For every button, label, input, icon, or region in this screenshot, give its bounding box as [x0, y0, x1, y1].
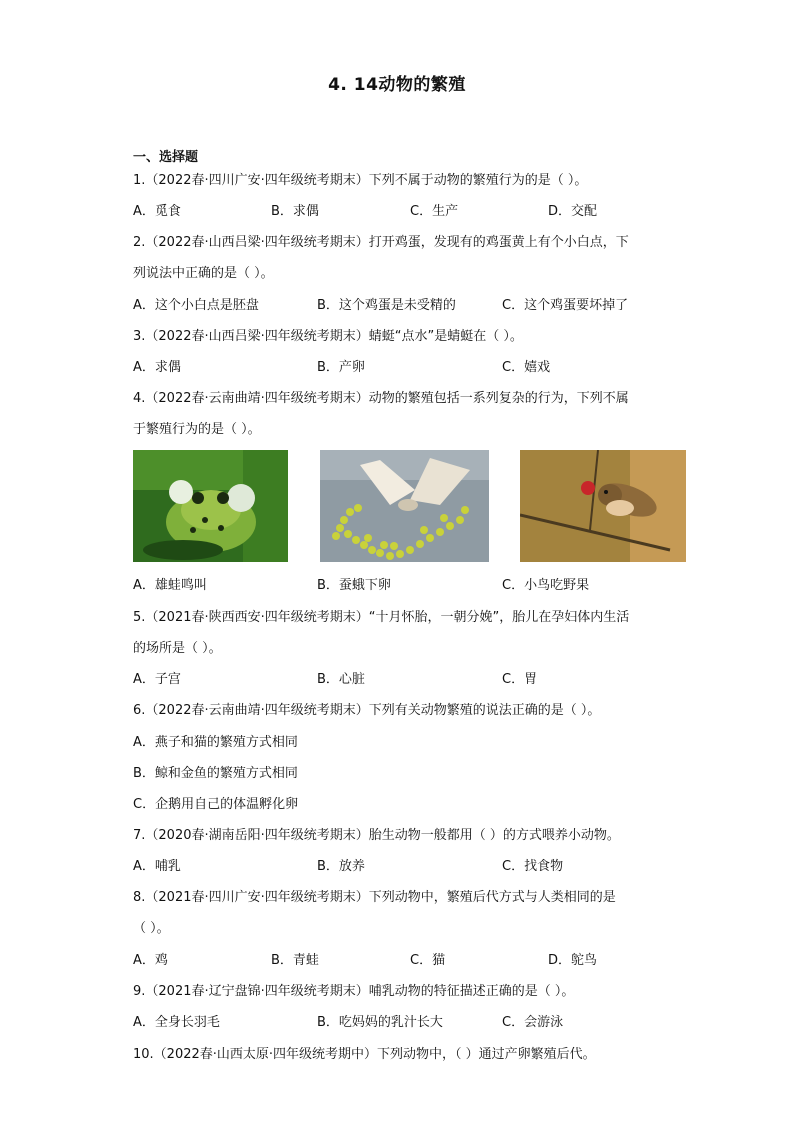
q4-option-b: B．蚕蛾下卵	[317, 578, 391, 593]
q2-option-c: C．这个鸡蛋要坏掉了	[502, 298, 629, 313]
question-2-line-2: 列说法中正确的是（ ）。	[133, 266, 274, 281]
question-7-line-1: 7.（2020春·湖南岳阳·四年级统考期末）胎生动物一般都用（ ）的方式喂养小动物。	[133, 828, 620, 843]
frog-image	[133, 450, 288, 562]
q8-option-d: D．鸵鸟	[548, 953, 598, 968]
q3-option-b: B．产卵	[317, 360, 365, 375]
q7-option-a: A．哺乳	[133, 859, 181, 874]
q5-option-a: A．子宫	[133, 672, 181, 687]
q1-option-b: B．求偶	[271, 204, 319, 219]
q1-option-c: C．生产	[410, 204, 459, 219]
q3-option-a: A．求偶	[133, 360, 181, 375]
silkmoth-eggs-image	[320, 450, 489, 562]
bird-eating-fruit-image	[520, 450, 686, 562]
q1-option-a: A．觅食	[133, 204, 181, 219]
q9-option-a: A．全身长羽毛	[133, 1015, 220, 1030]
question-5-line-2: 的场所是（ ）。	[133, 641, 222, 656]
q4-option-c: C．小鸟吃野果	[502, 578, 590, 593]
q2-option-b: B．这个鸡蛋是未受精的	[317, 298, 456, 313]
q9-option-c: C．会游泳	[502, 1015, 564, 1030]
section-heading: 一、选择题	[133, 150, 199, 165]
q1-option-d: D．交配	[548, 204, 598, 219]
q3-option-c: C．嬉戏	[502, 360, 551, 375]
question-4-line-1: 4.（2022春·云南曲靖·四年级统考期末）动物的繁殖包括一系列复杂的行为，下列不属	[133, 391, 629, 406]
q9-option-b: B．吃妈妈的乳汁长大	[317, 1015, 443, 1030]
q8-option-c: C．猫	[410, 953, 446, 968]
question-6-line-1: 6.（2022春·云南曲靖·四年级统考期末）下列有关动物繁殖的说法正确的是（ ）。	[133, 703, 601, 718]
question-5-line-1: 5.（2021春·陕西西安·四年级统考期末）“十月怀胎，一朝分娩”，胎儿在孕妇体内生活	[133, 610, 630, 625]
q4-option-a: A．雄蛙鸣叫	[133, 578, 207, 593]
q5-option-c: C．胃	[502, 672, 538, 687]
q7-option-c: C．找食物	[502, 859, 564, 874]
page-title: 4. 14动物的繁殖	[328, 75, 466, 95]
q5-option-b: B．心脏	[317, 672, 365, 687]
question-2-line-1: 2.（2022春·山西吕梁·四年级统考期末）打开鸡蛋，发现有的鸡蛋黄上有个小白点，下	[133, 235, 629, 250]
question-8-line-1: 8.（2021春·四川广安·四年级统考期末）下列动物中，繁殖后代方式与人类相同的是	[133, 890, 616, 905]
question-8-line-2: （ ）。	[133, 921, 170, 936]
q2-option-a: A．这个小白点是胚盘	[133, 298, 259, 313]
q8-option-a: A．鸡	[133, 953, 168, 968]
question-1-line-1: 1.（2022春·四川广安·四年级统考期末）下列不属于动物的繁殖行为的是（ ）。	[133, 173, 588, 188]
q8-option-b: B．青蛙	[271, 953, 319, 968]
question-10-line-1: 10.（2022春·山西太原·四年级统考期中）下列动物中，（ ）通过产卵繁殖后代。	[133, 1047, 596, 1062]
q6-option-a: A．燕子和猫的繁殖方式相同	[133, 735, 298, 750]
q6-option-b: B．鲸和金鱼的繁殖方式相同	[133, 766, 298, 781]
question-4-line-2: 于繁殖行为的是（ ）。	[133, 422, 261, 437]
q6-option-c: C．企鹅用自己的体温孵化卵	[133, 797, 299, 812]
question-3-line-1: 3.（2022春·山西吕梁·四年级统考期末）蜻蜓“点水”是蜻蜓在（ ）。	[133, 329, 523, 344]
q7-option-b: B．放养	[317, 859, 365, 874]
question-9-line-1: 9.（2021春·辽宁盘锦·四年级统考期末）哺乳动物的特征描述正确的是（ ）。	[133, 984, 575, 999]
